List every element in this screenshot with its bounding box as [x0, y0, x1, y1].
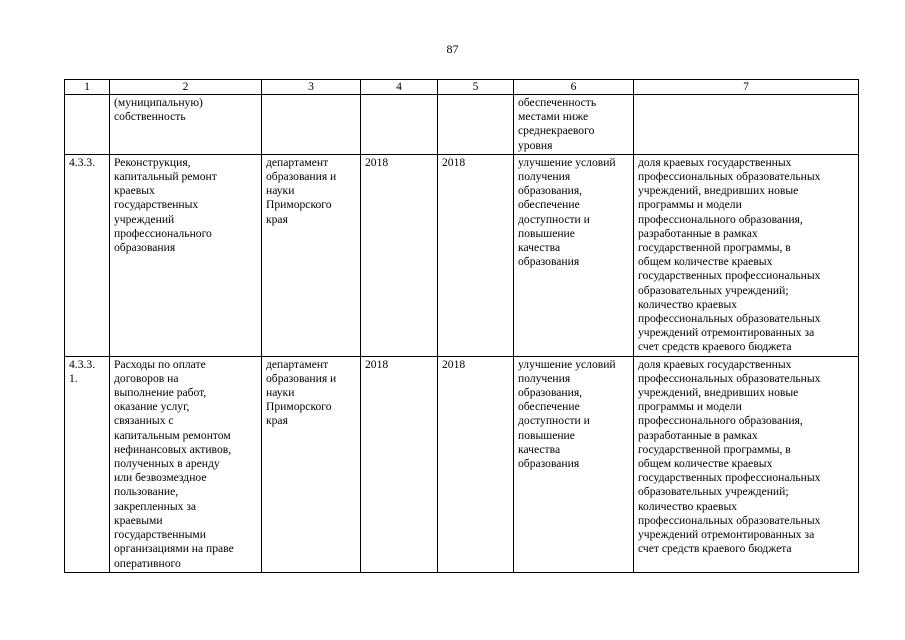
responsible-executor-cell — [262, 356, 361, 572]
activity-name-cell — [110, 356, 262, 572]
end-year: 2018 — [442, 357, 466, 371]
end-year-cell — [438, 356, 514, 572]
column-header-2: 2 — [110, 80, 262, 95]
row-number-cell — [65, 154, 110, 356]
expected-result-cell — [514, 356, 634, 572]
start-year: 2018 — [365, 155, 389, 169]
expected-result: обеспеченность местами ниже среднекраевого уровня — [518, 96, 597, 152]
responsible-executor-cell — [262, 154, 361, 356]
start-year-cell — [361, 356, 438, 572]
start-year: 2018 — [365, 357, 389, 371]
responsible-executor: департамент образования и науки Приморского края — [266, 357, 337, 428]
responsible-executor-cell — [262, 95, 361, 155]
start-year-cell — [361, 154, 438, 356]
expected-result: улучшение условий получения образования, обеспечение доступности и повышение качества образования — [518, 357, 616, 471]
end-year-cell — [438, 154, 514, 356]
column-header-6: 6 — [514, 80, 634, 95]
end-year-cell — [438, 95, 514, 155]
activity-name: (муниципальную) собственность — [114, 96, 203, 124]
row-number-cell — [65, 95, 110, 155]
column-header-3: 3 — [262, 80, 361, 95]
indicators: доля краевых государственных профессиональных образовательных учреждений, внедривших новые программы и модели профессионального образования, разработанные в рамках государственной программы, в общем количестве краевых государственных профессиональных образовательных учреждений; количество краевых профессиональных образовательных учреждений отремонтированных за счет средств краевого бюджета — [638, 155, 821, 354]
end-year: 2018 — [442, 155, 466, 169]
table-row — [65, 356, 859, 572]
expected-result-cell — [514, 95, 634, 155]
table-header-row — [65, 80, 859, 95]
responsible-executor: департамент образования и науки Приморского края — [266, 155, 337, 226]
page-number: 87 — [446, 42, 459, 56]
indicators-cell — [634, 154, 859, 356]
column-header-4: 4 — [361, 80, 438, 95]
indicators-cell — [634, 95, 859, 155]
activity-name: Расходы по оплате договоров на выполнение работ, оказание услуг, связанных с капитальным ремонтом нефинансовых активов, полученных в аренду или безвозмездное пользование, закрепленных за краевыми государственными организациями на праве оперативного — [114, 357, 234, 570]
activity-name: Реконструкция, капитальный ремонт краевых государственных учреждений профессионального образования — [114, 155, 217, 255]
activity-name-cell — [110, 95, 262, 155]
start-year-cell — [361, 95, 438, 155]
column-header-7: 7 — [634, 80, 859, 95]
row-number-cell — [65, 356, 110, 572]
expected-result-cell — [514, 154, 634, 356]
table-row — [65, 95, 859, 155]
row-number: 4.3.3. 1. — [69, 357, 96, 385]
column-header-5: 5 — [438, 80, 514, 95]
activity-name-cell — [110, 154, 262, 356]
column-header-1: 1 — [65, 80, 110, 95]
table-row — [65, 154, 859, 356]
expected-result: улучшение условий получения образования, обеспечение доступности и повышение качества образования — [518, 155, 616, 269]
document-table — [64, 79, 859, 573]
row-number: 4.3.3. — [69, 155, 96, 169]
indicators-cell — [634, 356, 859, 572]
indicators: доля краевых государственных профессиональных образовательных учреждений, внедривших новые программы и модели профессионального образования, разработанные в рамках государственной программы, в общем количестве краевых государственных профессиональных образовательных учреждений; количество краевых профессиональных образовательных учреждений отремонтированных за счет средств краевого бюджета — [638, 357, 821, 556]
